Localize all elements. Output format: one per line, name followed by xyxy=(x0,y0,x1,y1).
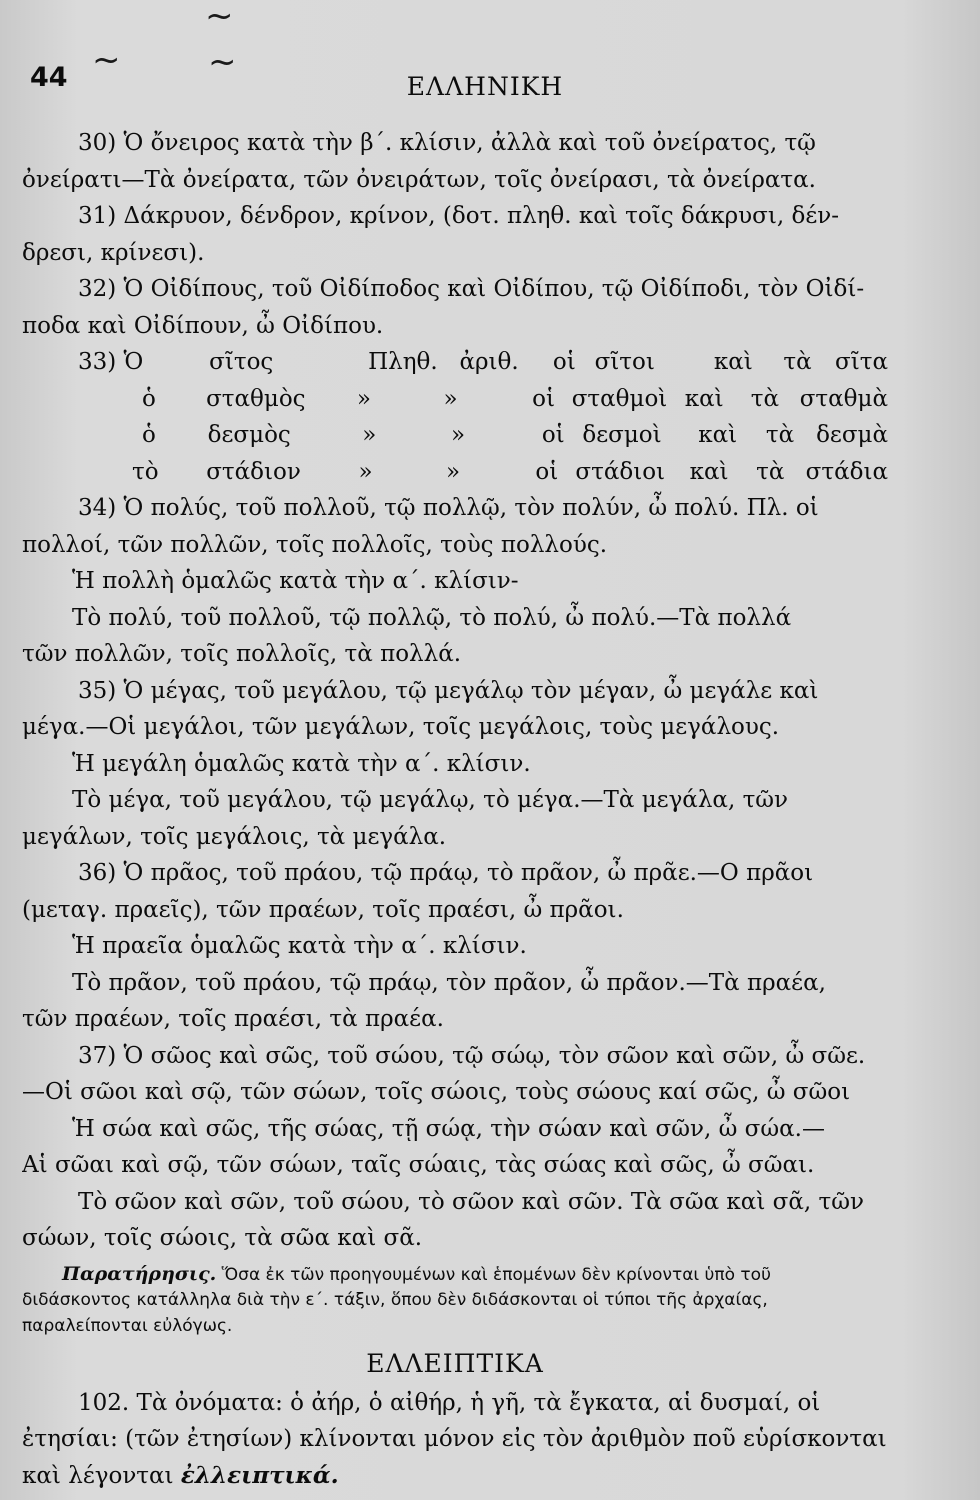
section-heading: ΕΛΛΕΙΠΤΙΚΑ xyxy=(366,1348,544,1378)
table-row xyxy=(22,454,888,491)
text-line: Αἱ σῶαι καὶ σῷ, τῶν σώων, ταῖς σώαις, τὰς σώας καὶ σῶς, ὦ σῶαι. xyxy=(22,1152,815,1178)
table-cell: ὁ xyxy=(142,422,156,448)
text-line: Ἡ πραεῖα ὁμαλῶς κατὰ τὴν α΄. κλίσιν. xyxy=(72,933,527,959)
table-cell: δεσμοὶ xyxy=(582,422,662,448)
pencil-mark: ~ xyxy=(208,42,237,82)
table-cell: σῖτος xyxy=(209,349,274,375)
text-fragment: καὶ λέγονται xyxy=(22,1462,181,1489)
text-line: τῶν πραέων, τοῖς πραέσι, τὰ πραέα. xyxy=(22,1006,444,1032)
table-cell: τὰ xyxy=(756,458,785,485)
text-line: (μεταγ. πραεῖς), τῶν πραέων, τοῖς πραέσι, ὦ πρᾶοι. xyxy=(22,896,624,923)
text-line: σώων, τοῖς σώοις, τὰ σῶα καὶ σᾶ. xyxy=(22,1225,423,1251)
table-cell: τὰ xyxy=(783,349,812,375)
table-cell: » xyxy=(358,458,373,485)
table-cell: » xyxy=(451,422,466,448)
table-cell: δεσμὰ xyxy=(816,422,889,448)
text-line: 34) Ὁ πολύς, τοῦ πολλοῦ, τῷ πολλῷ, τὸν πολύν, ὦ πολύ. Πλ. οἱ xyxy=(78,495,819,521)
table-cell: σταθμὰ xyxy=(799,385,889,412)
page-number: 44 xyxy=(30,62,68,93)
text-line: 32) Ὁ Οἰδίπους, τοῦ Οἰδίποδος καὶ Οἰδίπου, τῷ Οἰδίποδι, τὸν Οἰδί- xyxy=(78,276,865,302)
note-line: παραλείπονται εὐλόγως. xyxy=(22,1315,233,1336)
table-cell: » xyxy=(445,458,461,485)
text-line: 36) Ὁ πρᾶος, τοῦ πράου, τῷ πράῳ, τὸ πρᾶον, ὦ πρᾶε.—Ο πρᾶοι xyxy=(78,860,814,886)
table-cell: οἱ xyxy=(552,349,576,375)
table-cell: σῖτοι xyxy=(594,349,655,375)
text-line: 37) Ὁ σῶος καὶ σῶς, τοῦ σώου, τῷ σώῳ, τὸν σῶον καὶ σῶν, ὦ σῶε. xyxy=(78,1042,866,1069)
emphasized-term: ἐλλειπτικά. xyxy=(180,1461,339,1489)
table-cell: καὶ xyxy=(713,349,753,375)
pencil-mark: ~ xyxy=(205,0,234,36)
table-cell: » xyxy=(443,385,458,412)
table-cell: οἱ xyxy=(535,458,559,485)
table-cell: σταθμοὶ xyxy=(571,385,668,412)
text-line: 102. Τὰ ὀνόματα: ὁ ἀήρ, ὁ αἰθήρ, ἡ γῆ, τὰ ἔγκατα, αἱ δυσμαί, οἱ xyxy=(78,1389,821,1416)
text-line: 31) Δάκρυον, δένδρον, κρίνον, (δοτ. πληθ. καὶ τοῖς δάκρυσι, δέν- xyxy=(78,203,840,229)
declension-table xyxy=(22,344,888,490)
table-row xyxy=(22,344,888,381)
text-line: —Οἱ σῶοι καὶ σῷ, τῶν σώων, τοῖς σώοις, τοὺς σώους καί σῶς, ὦ σῶοι xyxy=(22,1079,851,1105)
text-line: Ἡ πολλὴ ὁμαλῶς κατὰ τὴν α΄. κλίσιν- xyxy=(72,568,519,594)
text-line: Τὸ σῶον καὶ σῶν, τοῦ σώου, τὸ σῶον καὶ σῶν. Τὰ σῶα καὶ σᾶ, τῶν xyxy=(78,1188,864,1215)
table-cell: τὰ xyxy=(750,385,779,412)
text-line: τῶν πολλῶν, τοῖς πολλοῖς, τὰ πολλά. xyxy=(22,641,462,667)
text-line: Ἡ μεγάλη ὁμαλῶς κατὰ τὴν α΄. κλίσιν. xyxy=(72,750,531,777)
table-cell: σῖτα xyxy=(835,349,888,375)
note-line: διδάσκοντος κατάλληλα διὰ τὴν ε΄. τάξιν, ὅπου δὲν διδάσκονται οἱ τύποι τῆς ἀρχαίας, xyxy=(22,1289,768,1310)
text-line: ἐτησίαι: (τῶν ἐτησίων) κλίνονται μόνον εἰς τὸν ἀριθμὸν ποῦ εὑρίσκονται xyxy=(22,1426,887,1452)
pencil-mark: ~ xyxy=(92,40,121,80)
table-cell: στάδια xyxy=(805,458,888,485)
page-header xyxy=(30,62,940,112)
table-cell: ἀριθ. xyxy=(459,349,519,375)
text-line: Τὸ πολύ, τοῦ πολλοῦ, τῷ πολλῷ, τὸ πολύ, ὦ πολύ.—Τὰ πολλά xyxy=(72,604,792,631)
text-line: ὀνείρατι—Τὰ ὀνείρατα, τῶν ὀνειράτων, τοῖς ὀνείρασι, τὰ ὀνείρατα. xyxy=(22,166,816,193)
text-line: Τὸ πρᾶον, τοῦ πράου, τῷ πράῳ, τὸν πρᾶον, ὦ πρᾶον.—Τὰ πραέα, xyxy=(72,969,826,996)
text-line xyxy=(22,1458,888,1495)
running-title: ΕΛΛΗΝΙΚΗ xyxy=(406,72,564,101)
table-cell: » xyxy=(362,422,377,448)
remark-note xyxy=(22,1261,888,1339)
text-line: ποδα καὶ Οἰδίπουν, ὦ Οἰδίπου. xyxy=(22,312,384,339)
table-cell: καὶ xyxy=(684,385,724,412)
page-body xyxy=(22,125,888,1494)
text-line: πολλοί, τῶν πολλῶν, τοῖς πολλοῖς, τοὺς πολλούς. xyxy=(22,531,608,558)
note-line: Ὅσα ἐκ τῶν προηγουμένων καὶ ἑπομένων δὲν κρίνονται ὑπὸ τοῦ xyxy=(221,1264,771,1285)
text-line: δρεσι, κρίνεσι). xyxy=(22,239,205,266)
table-cell: στάδιοι xyxy=(575,458,666,485)
table-cell: καὶ xyxy=(689,458,729,485)
table-cell: σταθμὸς xyxy=(206,385,306,412)
table-cell: δεσμὸς xyxy=(207,422,291,448)
table-cell: Πληθ. xyxy=(368,349,438,375)
table-row xyxy=(22,417,888,454)
text-line: Τὸ μέγα, τοῦ μεγάλου, τῷ μεγάλῳ, τὸ μέγα.—Τὰ μεγάλα, τῶν xyxy=(72,787,789,813)
text-line: 35) Ὁ μέγας, τοῦ μεγάλου, τῷ μεγάλῳ τὸν μέγαν, ὦ μεγάλε καὶ xyxy=(78,677,819,704)
table-cell: τὰ xyxy=(765,422,795,448)
text-line: 30) Ὁ ὄνειρος κατὰ τὴν β΄. κλίσιν, ἀλλὰ καὶ τοῦ ὀνείρατος, τῷ xyxy=(78,130,816,156)
table-cell: ὁ xyxy=(142,385,156,412)
remark-label: Παρατήρησις. xyxy=(62,1262,217,1285)
table-row xyxy=(22,381,888,418)
table-cell: στάδιον xyxy=(206,458,301,485)
table-cell: οἱ xyxy=(541,422,565,448)
table-cell: οἱ xyxy=(532,385,555,412)
table-cell: καὶ xyxy=(698,422,738,448)
table-cell: » xyxy=(356,385,371,412)
text-line: Ἡ σώα καὶ σῶς, τῆς σώας, τῇ σώᾳ, τὴν σώαν καὶ σῶν, ὦ σώα.— xyxy=(72,1115,825,1142)
table-cell: τὸ xyxy=(132,458,159,485)
table-cell: 33) Ὁ xyxy=(78,349,144,375)
text-line: μέγα.—Οἱ μεγάλοι, τῶν μεγάλων, τοῖς μεγάλοις, τοὺς μεγάλους. xyxy=(22,714,780,740)
text-line: μεγάλων, τοῖς μεγάλοις, τὰ μεγάλα. xyxy=(22,823,447,850)
